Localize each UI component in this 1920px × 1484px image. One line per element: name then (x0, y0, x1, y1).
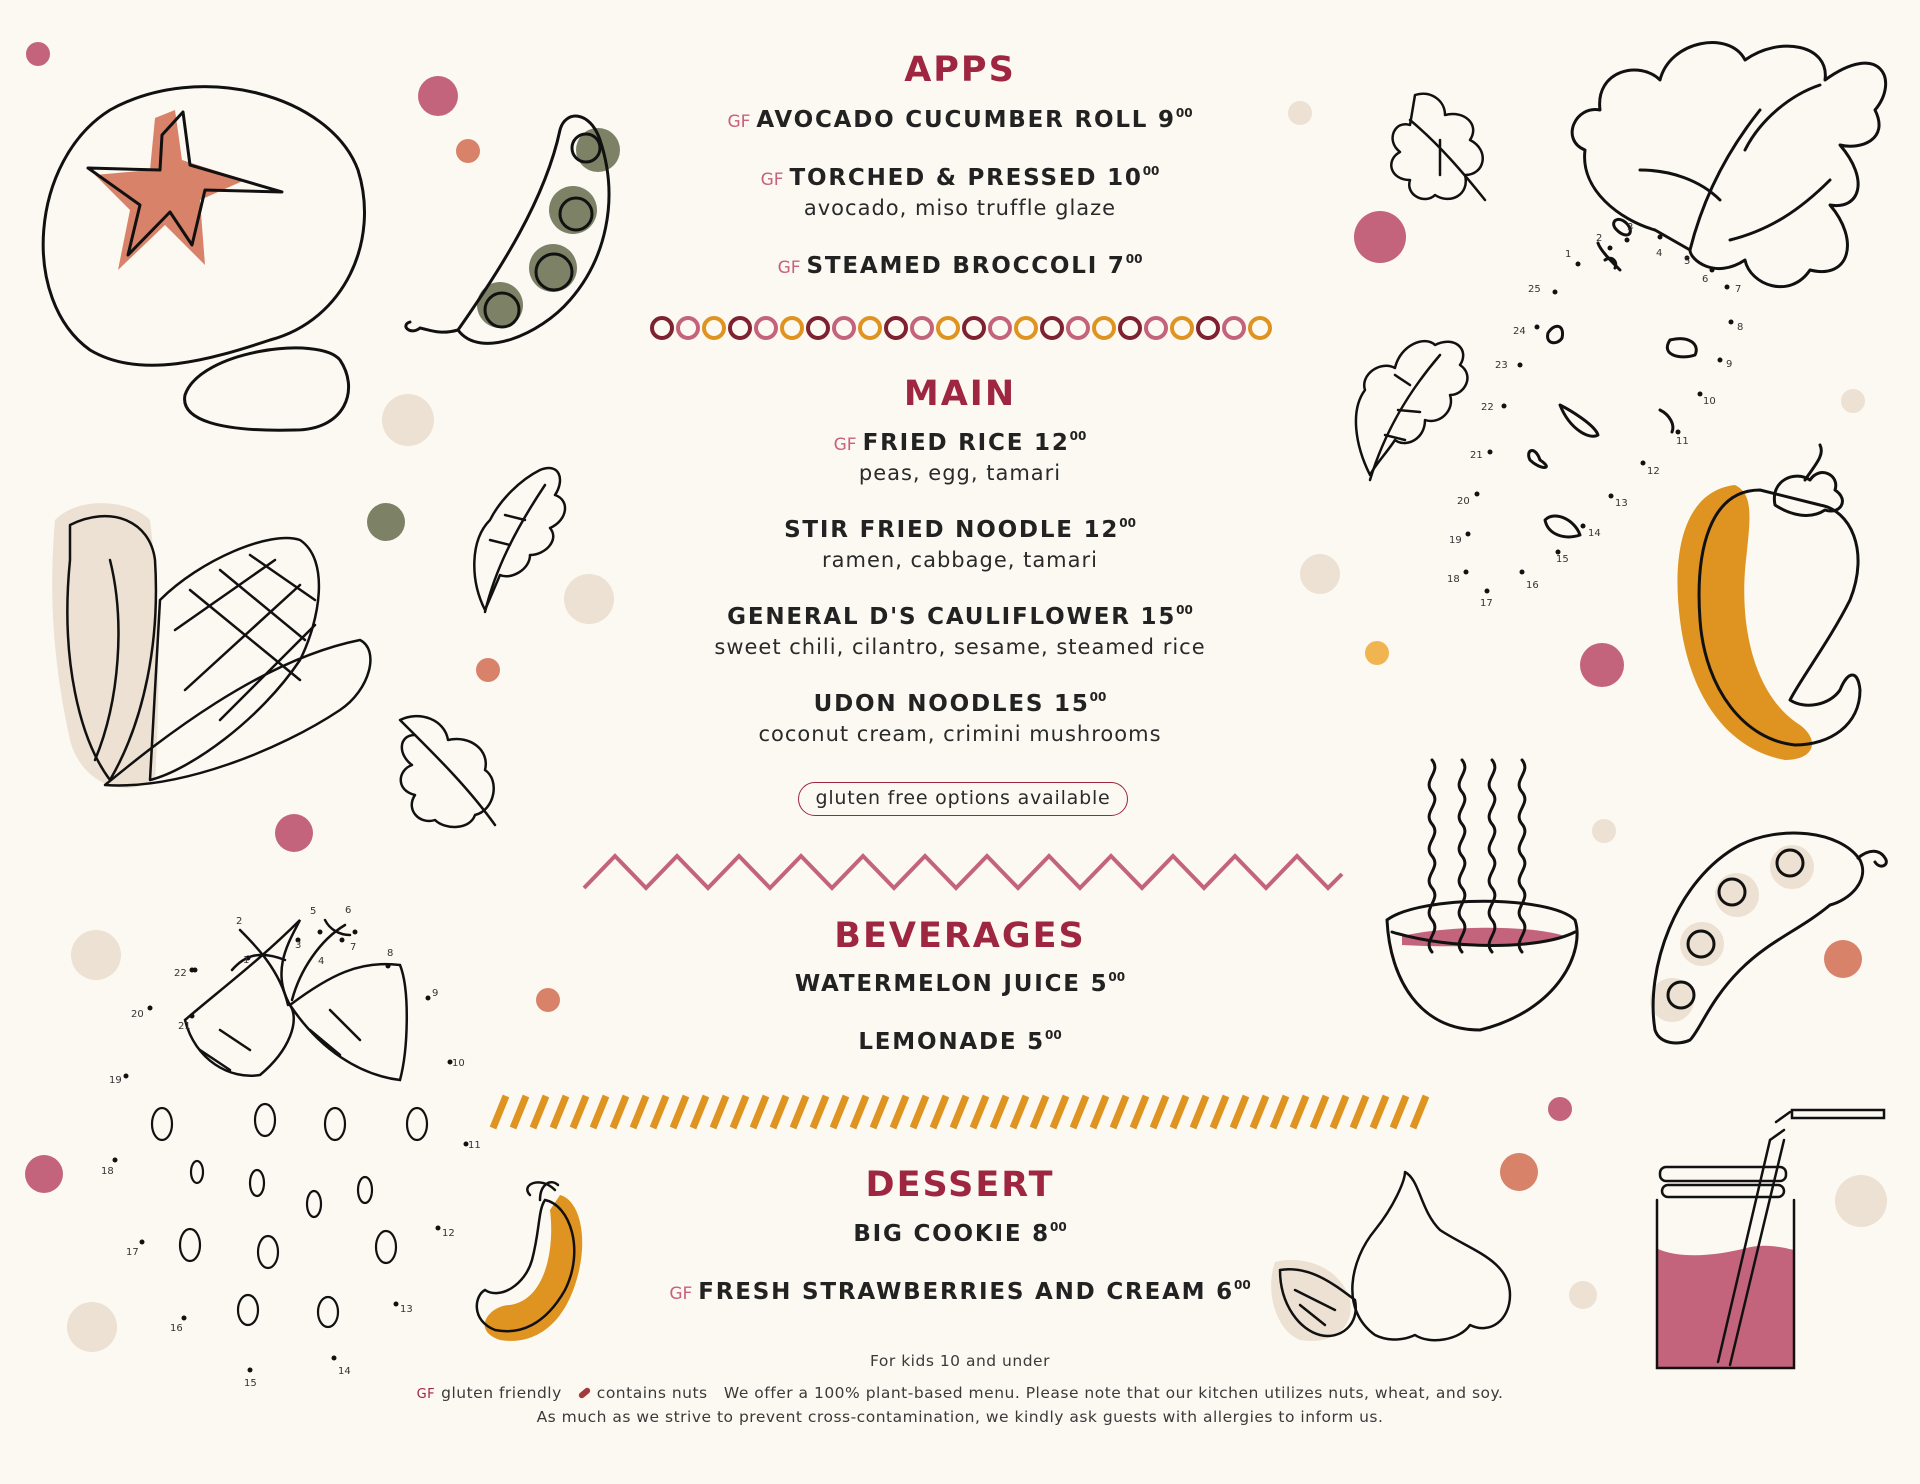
svg-text:21: 21 (178, 1021, 191, 1032)
menu-item (0, 690, 1920, 717)
item-description: sweet chili, cilantro, sesame, steamed rice (714, 635, 1206, 659)
item-name: TORCHED & PRESSED 10 (789, 165, 1143, 191)
item-cents: 00 (1089, 690, 1107, 704)
svg-text:11: 11 (468, 1140, 481, 1151)
svg-text:7: 7 (1735, 284, 1742, 295)
menu-item (0, 1220, 1920, 1247)
item-cents: 00 (1125, 252, 1143, 266)
item-description: avocado, miso truffle glaze (803, 196, 1117, 220)
item-name: FRESH STRAWBERRIES AND CREAM 6 (698, 1279, 1234, 1305)
svg-text:1: 1 (1565, 249, 1572, 260)
item-cents: 00 (1119, 516, 1136, 530)
svg-text:21: 21 (1470, 450, 1483, 461)
svg-text:23: 23 (1495, 360, 1508, 371)
svg-text:4: 4 (1656, 248, 1663, 259)
svg-text:2: 2 (1596, 233, 1603, 244)
section-heading-beverages: BEVERAGES (834, 916, 1086, 956)
item-name: BIG COOKIE 8 (853, 1221, 1050, 1247)
item-name: AVOCADO CUCUMBER ROLL 9 (756, 107, 1176, 133)
svg-text:18: 18 (1447, 574, 1460, 585)
item-description: ramen, cabbage, tamari (822, 548, 1098, 572)
svg-text:10: 10 (452, 1058, 465, 1069)
menu-item (0, 1278, 1920, 1305)
svg-text:13: 13 (400, 1304, 413, 1315)
item-description: peas, egg, tamari (858, 461, 1062, 485)
svg-text:12: 12 (442, 1228, 455, 1239)
menu-item (0, 106, 1920, 133)
svg-text:18: 18 (101, 1166, 114, 1177)
item-cents: 00 (1049, 1220, 1067, 1234)
item-cents: 00 (1069, 429, 1087, 443)
svg-text:11: 11 (1676, 436, 1689, 447)
menu-item (0, 516, 1920, 543)
item-cents: 00 (1175, 106, 1193, 120)
gf-key-label: gluten friendly (441, 1384, 562, 1402)
gf-marker: GF (777, 258, 801, 278)
svg-text:20: 20 (1457, 496, 1470, 507)
gf-marker: GF (760, 170, 784, 190)
nut-icon (577, 1386, 591, 1399)
section-heading-dessert: DESSERT (865, 1165, 1055, 1205)
menu-item (0, 429, 1920, 456)
item-cents: 00 (1233, 1278, 1251, 1292)
kids-note: For kids 10 and under (870, 1352, 1050, 1370)
svg-text:13: 13 (1615, 498, 1628, 509)
allergy-notice-line2: As much as we strive to prevent cross-contamination, we kindly ask guests with allergies to inform us. (536, 1408, 1384, 1426)
svg-text:1: 1 (243, 955, 250, 966)
item-name: WATERMELON JUICE 5 (794, 971, 1109, 997)
svg-text:19: 19 (1449, 535, 1462, 546)
svg-text:6: 6 (1702, 274, 1709, 285)
item-description: coconut cream, crimini mushrooms (758, 722, 1162, 746)
svg-text:6: 6 (345, 905, 352, 916)
svg-text:12: 12 (1647, 466, 1660, 477)
svg-text:20: 20 (131, 1009, 144, 1020)
svg-text:4: 4 (318, 956, 325, 967)
svg-text:3: 3 (1627, 222, 1634, 233)
item-name: FRIED RICE 12 (862, 430, 1070, 456)
svg-text:17: 17 (1480, 598, 1493, 609)
menu-item (0, 164, 1920, 191)
svg-text:5: 5 (310, 906, 317, 917)
svg-text:7: 7 (350, 942, 357, 953)
svg-text:3: 3 (295, 940, 302, 951)
svg-text:8: 8 (1737, 322, 1744, 333)
menu-item (0, 603, 1920, 630)
section-heading-main: MAIN (903, 374, 1017, 414)
svg-text:15: 15 (1556, 554, 1569, 565)
svg-text:15: 15 (244, 1378, 257, 1389)
svg-text:10: 10 (1703, 396, 1716, 407)
svg-text:19: 19 (109, 1075, 122, 1086)
svg-text:14: 14 (338, 1366, 351, 1377)
allergy-notice-line1: We offer a 100% plant-based menu. Please note that our kitchen utilizes nuts, wheat, and soy. (723, 1384, 1504, 1402)
gf-marker: GF (727, 112, 751, 132)
item-cents: 00 (1044, 1028, 1062, 1042)
svg-text:5: 5 (1684, 256, 1691, 267)
svg-text:17: 17 (126, 1247, 139, 1258)
svg-text:9: 9 (432, 988, 439, 999)
item-cents: 00 (1108, 970, 1126, 984)
gluten-free-note: gluten free options available (798, 782, 1128, 816)
svg-text:16: 16 (170, 1323, 183, 1334)
gf-key: GF (416, 1387, 436, 1402)
svg-text:2: 2 (236, 916, 243, 927)
svg-text:9: 9 (1726, 359, 1733, 370)
gf-marker: GF (833, 435, 857, 455)
svg-text:24: 24 (1513, 326, 1526, 337)
gf-marker: GF (669, 1284, 693, 1304)
menu-item (0, 252, 1920, 279)
section-heading-apps: APPS (904, 50, 1016, 90)
svg-text:14: 14 (1588, 528, 1601, 539)
menu-item (0, 1028, 1920, 1055)
svg-text:22: 22 (174, 968, 187, 979)
svg-text:25: 25 (1528, 284, 1541, 295)
item-name: STEAMED BROCCOLI 7 (806, 253, 1126, 279)
item-cents: 00 (1176, 603, 1193, 617)
item-name: LEMONADE 5 (858, 1029, 1045, 1055)
menu-item (0, 970, 1920, 997)
item-cents: 00 (1142, 164, 1160, 178)
nuts-key-label: contains nuts (596, 1384, 708, 1402)
item-name: STIR FRIED NOODLE 12 (784, 517, 1120, 543)
svg-text:16: 16 (1526, 580, 1539, 591)
allergen-legend (0, 1384, 1920, 1402)
item-name: GENERAL D'S CAULIFLOWER 15 (727, 604, 1177, 630)
item-name: UDON NOODLES 15 (813, 691, 1090, 717)
svg-text:8: 8 (387, 948, 394, 959)
svg-text:22: 22 (1481, 402, 1494, 413)
